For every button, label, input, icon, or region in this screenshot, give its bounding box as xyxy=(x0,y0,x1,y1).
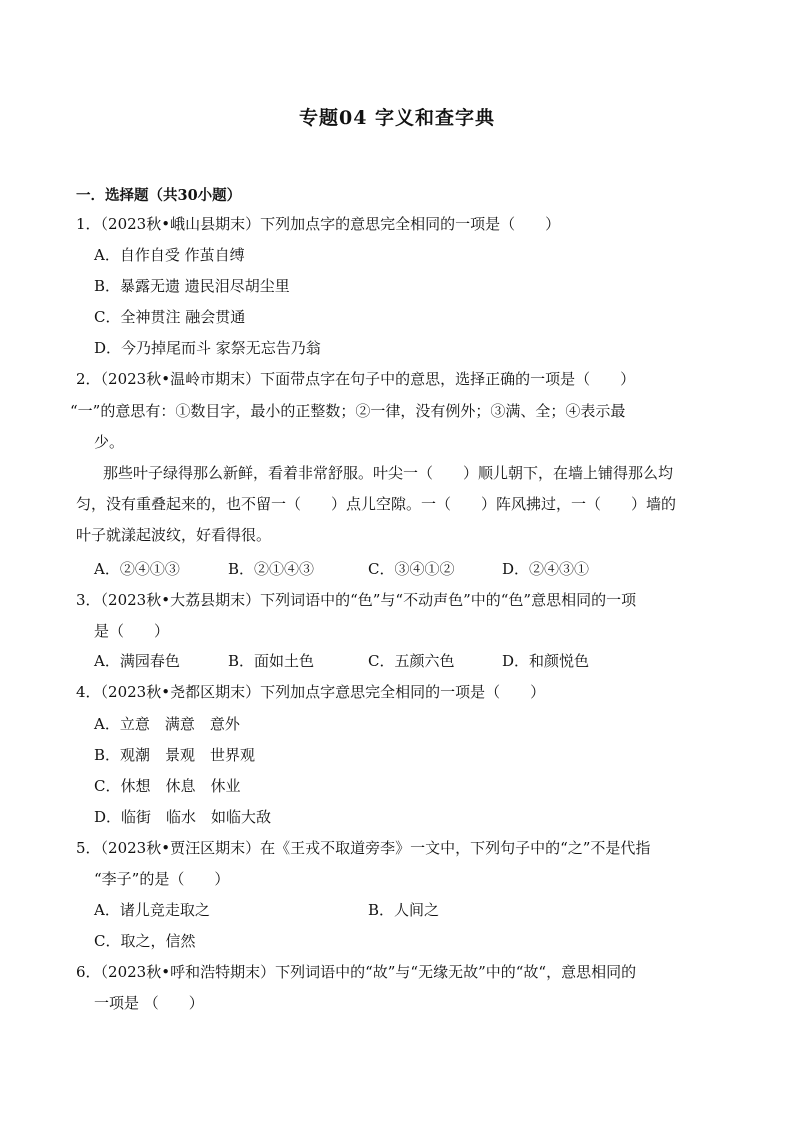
question-3-option-c: C．五颜六色 xyxy=(368,652,455,670)
question-5-option-b: B．人间之 xyxy=(368,901,440,919)
question-2-option-a: A．②④①③ xyxy=(94,560,180,578)
question-1-option-d: D．今乃掉尾而斗 家祭无忘告乃翁 xyxy=(94,339,321,357)
question-5-stem-cont: “李子”的是（ ） xyxy=(94,870,230,888)
question-3-option-b: B．面如土色 xyxy=(228,652,315,670)
question-2-meaning-line: “一”的意思有：①数目字，最小的正整数；②一律，没有例外；③满、全；④表示最 xyxy=(70,402,626,420)
question-5-option-c: C．取之，信然 xyxy=(94,932,196,950)
question-5-option-a: A．诸儿竞走取之 xyxy=(94,901,210,919)
question-2-option-c: C．③④①② xyxy=(368,560,455,578)
question-4-option-c: C．休想 休息 休业 xyxy=(94,777,241,795)
question-1-option-b: B．暴露无遗 遗民泪尽胡尘里 xyxy=(94,277,290,295)
question-2-stem: 2．（2023秋•温岭市期末）下面带点字在句子中的意思，选择正确的一项是（ ） xyxy=(76,370,636,388)
question-3-stem-cont: 是（ ） xyxy=(94,622,170,640)
section-heading: 一．选择题（共30小题） xyxy=(76,187,242,204)
question-4-stem: 4．（2023秋•尧都区期末）下列加点字意思完全相同的一项是（ ） xyxy=(76,683,546,701)
question-3-option-d: D．和颜悦色 xyxy=(502,652,590,670)
question-2-passage-line-2: 匀，没有重叠起来的，也不留一（ ）点儿空隙。一（ ）阵风拂过，一（ ）墙的 xyxy=(76,495,677,513)
question-4-option-b: B．观潮 景观 世界观 xyxy=(94,746,256,764)
question-2-passage-line-3: 叶子就漾起波纹，好看得很。 xyxy=(76,526,272,544)
question-1-stem: 1．（2023秋•峨山县期末）下列加点字的意思完全相同的一项是（ ） xyxy=(76,215,561,233)
question-6-stem: 6．（2023秋•呼和浩特期末）下列词语中的“故”与“无缘无故”中的“故“，意思相同的 xyxy=(76,963,637,981)
question-3-stem: 3．（2023秋•大荔县期末）下列词语中的“色”与“不动声色”中的“色”意思相同的一项 xyxy=(76,591,637,609)
question-5-stem: 5．（2023秋•贾汪区期末）在《王戎不取道旁李》一文中，下列句子中的“之”不是代指 xyxy=(76,839,651,857)
question-3-option-a: A．满园春色 xyxy=(94,652,180,670)
question-6-stem-cont: 一项是 （ ） xyxy=(94,994,204,1012)
question-2-option-d: D．②④③① xyxy=(502,560,590,578)
question-2-meaning-cont: 少。 xyxy=(94,433,125,451)
question-2-passage-line-1: 那些叶子绿得那么新鲜，看着非常舒服。叶尖一（ ）顺儿朝下，在墙上铺得那么均 xyxy=(103,464,674,482)
question-1-option-c: C．全神贯注 融会贯通 xyxy=(94,308,246,326)
question-4-option-d: D．临街 临水 如临大敌 xyxy=(94,808,272,826)
page-title: 专题04 字义和查字典 xyxy=(298,107,496,129)
question-1-option-a: A．自作自受 作茧自缚 xyxy=(94,246,245,264)
question-2-option-b: B．②①④③ xyxy=(228,560,315,578)
question-4-option-a: A．立意 满意 意外 xyxy=(94,715,240,733)
